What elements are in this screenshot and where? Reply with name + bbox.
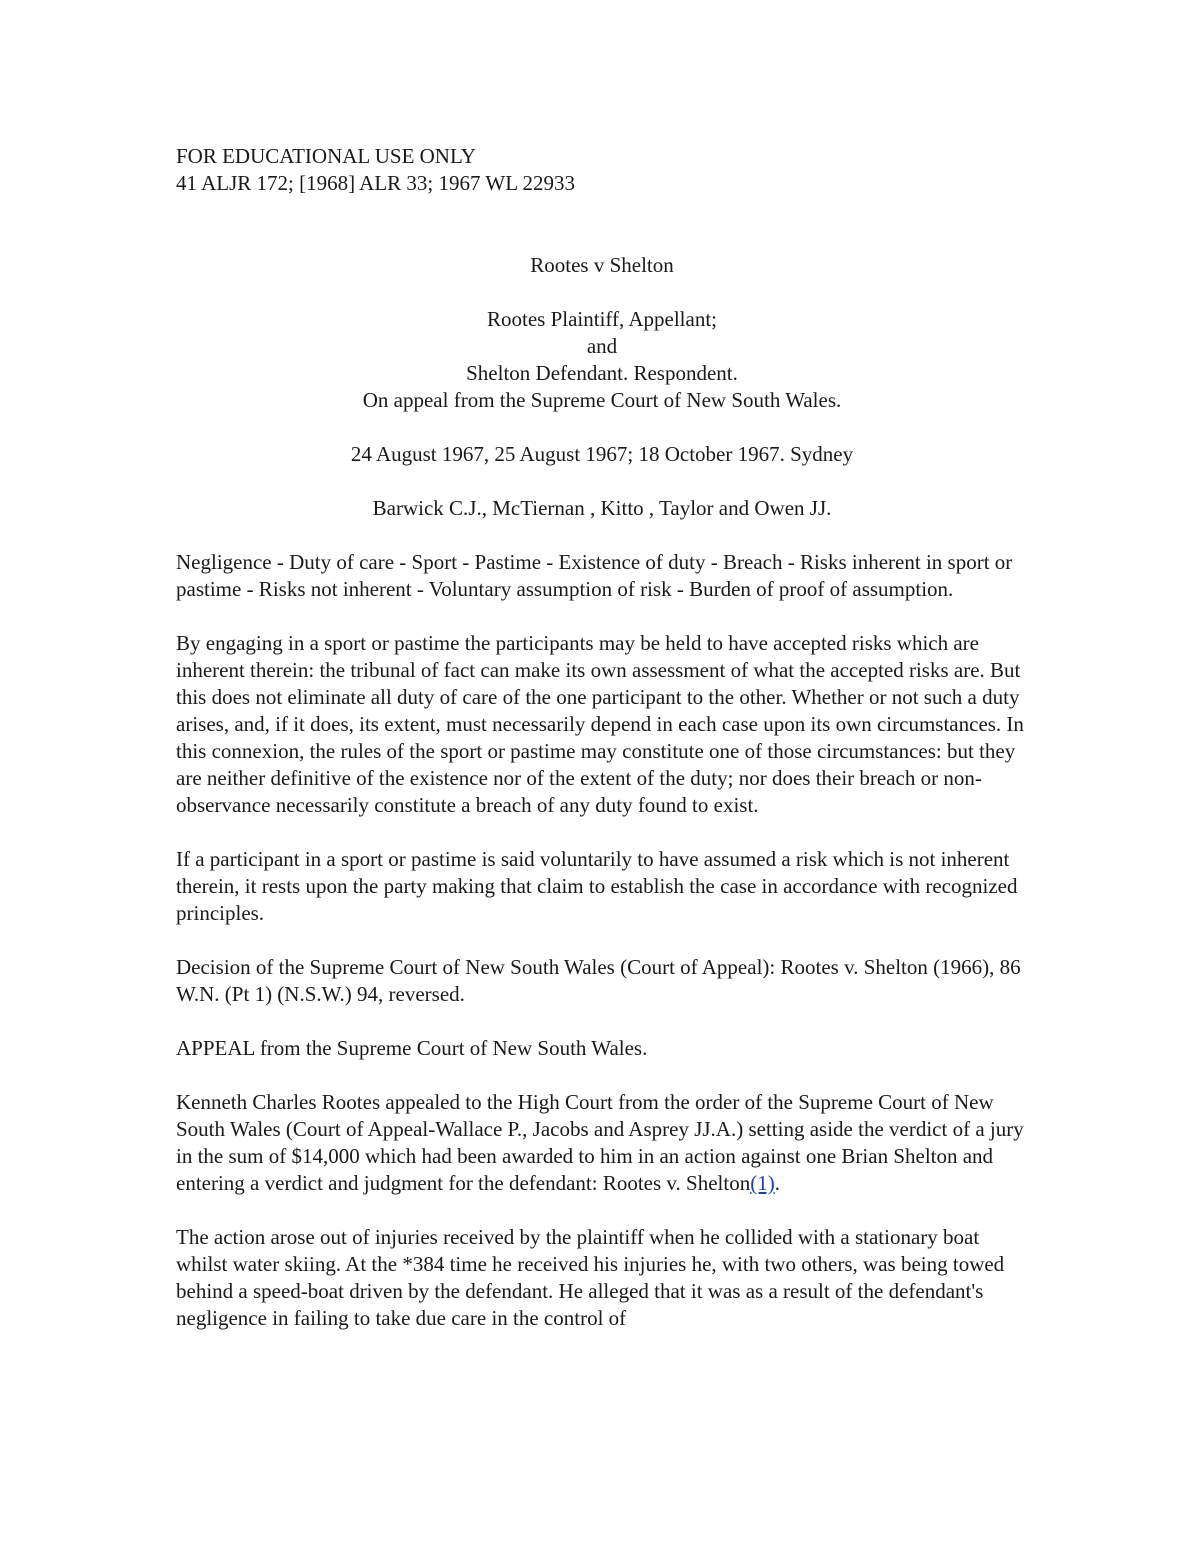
spacer [176,522,1028,549]
hearing-dates: 24 August 1967, 25 August 1967; 18 October 1967. Sydney [350,442,854,466]
spacer [176,197,1028,252]
decision-below: Decision of the Supreme Court of New South Wales (Court of Appeal): Rootes v. Shelton (1966), 86 W.N. (Pt 1) (N.S.W.) 94, reversed. [176,955,1021,1006]
facts-paragraph-1-text: Kenneth Charles Rootes appealed to the High Court from the order of the Supreme Court of New South Wales (Court of Appeal-Wallace P., Jacobs and Asprey JJ.A.) setting aside the verdict of a jury in the sum of $14,000 which had been awarded to him in an action against one Brian Shelton and entering a verdict and judgment for the defendant: Rootes v. Shelton [176,1090,1024,1195]
spacer [176,279,1028,306]
party-conjunction: and [586,334,618,358]
educational-notice: FOR EDUCATIONAL USE ONLY [176,144,476,168]
party-defendant: Shelton Defendant. Respondent. [466,361,738,385]
facts-paragraph-1-end: . [774,1171,780,1195]
catchwords: Negligence - Duty of care - Sport - Pastime - Existence of duty - Breach - Risks inherent in sport or pastime - Risks not inherent - Voluntary assumption of risk - Burden of proof of assumption. [176,550,1013,601]
appeal-from: On appeal from the Supreme Court of New South Wales. [362,388,842,412]
document-page [176,143,1028,1359]
headnote-paragraph-2: If a participant in a sport or pastime is said voluntarily to have assumed a risk which is not inherent therein, it rests upon the party making that claim to establish the case in accordance with recognized principles. [176,847,1018,925]
party-plaintiff: Rootes Plaintiff, Appellant; [486,307,717,331]
headnote-paragraph-1: By engaging in a sport or pastime the participants may be held to have accepted risks which are inherent therein: the tribunal of fact can make its own assessment of what the accepted risks are. But this does not eliminate all duty of care of the one participant to the other. Whether or not such a duty arises, and, if it does, its extent, must necessarily depend in each case upon its own circumstances. In this connexion, the rules of the sport or pastime may constitute one of those circumstances: but they are neither definitive of the existence nor of the extent of the duty; nor does their breach or non-observance necessarily constitute a breach of any duty found to exist. [176,631,1024,817]
case-caption [176,252,1028,549]
appeal-statement: APPEAL from the Supreme Court of New South Wales. [176,1036,648,1060]
judges: Barwick C.J., McTiernan , Kitto , Taylor and Owen JJ. [372,496,832,520]
spacer [176,414,1028,441]
citation: 41 ALJR 172; [1968] ALR 33; 1967 WL 22933 [176,171,575,195]
facts-paragraph-2: The action arose out of injuries received by the plaintiff when he collided with a stationary boat whilst water skiing. At the *384 time he received his injuries he, with two others, was being towed behind a speed-boat driven by the defendant. He alleged that it was as a result of the defendant's negligence in failing to take due care in the control of [176,1225,1005,1330]
spacer [176,468,1028,495]
facts-paragraph-1 [176,1089,1028,1197]
case-title: Rootes v Shelton [530,253,674,277]
footnote-link-1[interactable]: (1) [750,1171,775,1195]
